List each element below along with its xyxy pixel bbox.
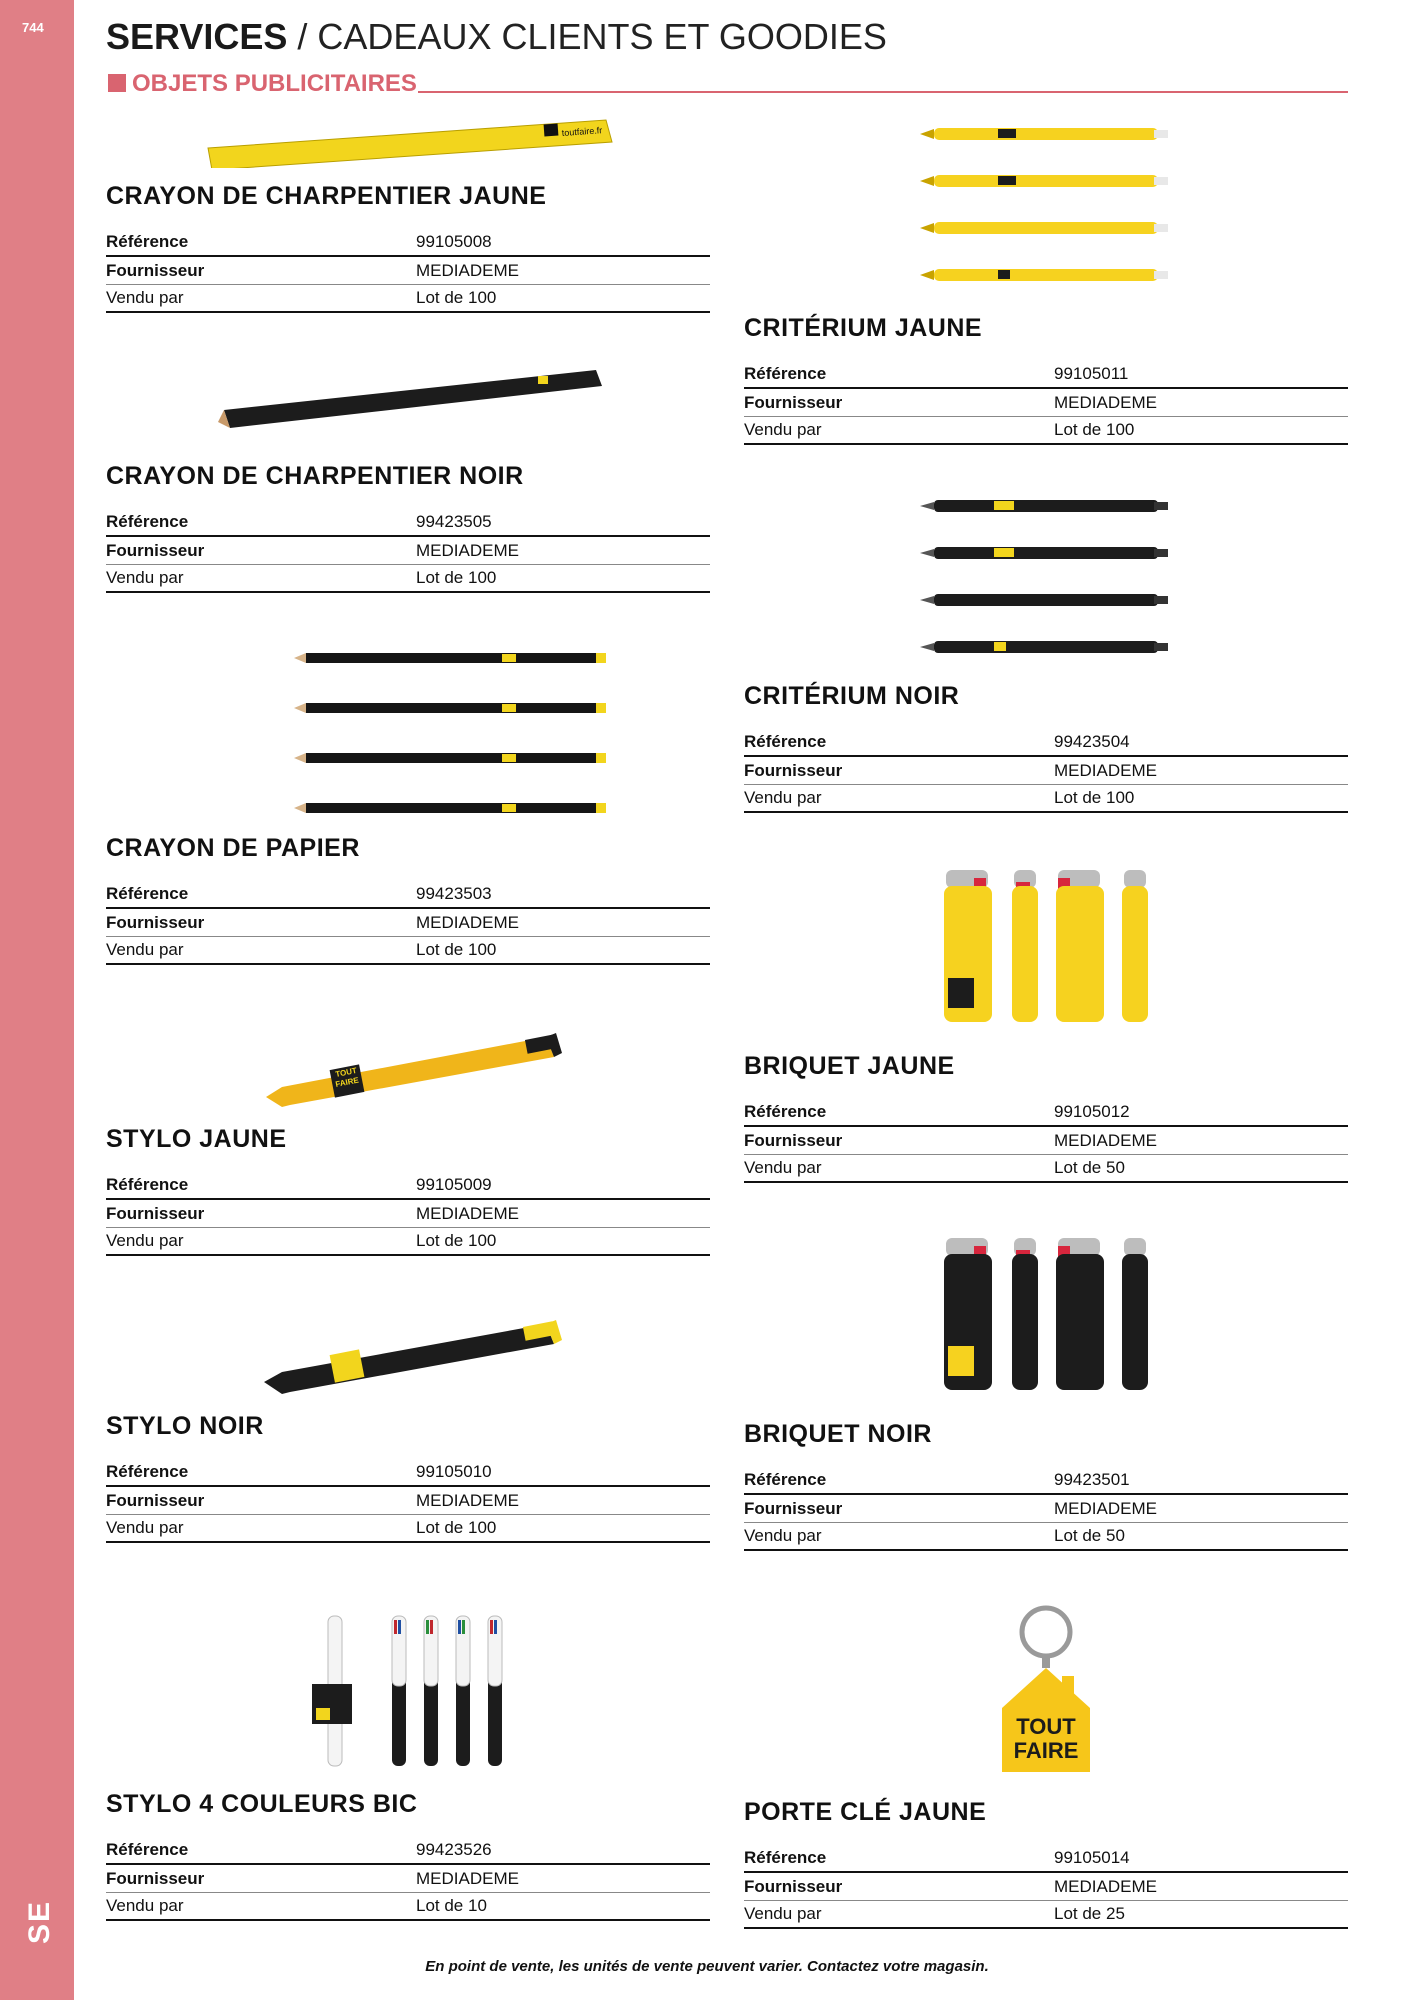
spec-row-supplier <box>106 1865 710 1893</box>
product-card <box>106 1025 710 1256</box>
product-title: CRAYON DE PAPIER <box>106 834 360 862</box>
label-reference: Référence <box>106 1175 189 1194</box>
product-title: STYLO 4 COULEURS BIC <box>106 1790 418 1818</box>
spec-row-supplier <box>744 1873 1348 1901</box>
sidebar-band <box>0 0 74 2000</box>
spec-row-sold-by <box>744 785 1348 813</box>
value-supplier: MEDIADEME <box>416 1204 519 1223</box>
product-card <box>744 1230 1348 1551</box>
value-reference: 99105011 <box>1054 364 1129 383</box>
value-reference: 99423503 <box>416 884 492 903</box>
value-sold-by: Lot de 100 <box>1054 420 1135 439</box>
spec-row-supplier <box>744 389 1348 417</box>
spec-row-supplier <box>106 909 710 937</box>
spec-row-reference <box>106 1172 710 1200</box>
label-sold-by: Vendu par <box>106 1518 184 1537</box>
value-sold-by: Lot de 100 <box>416 288 497 307</box>
value-reference: 99105012 <box>1054 1102 1130 1121</box>
product-image <box>106 360 710 450</box>
keyring-text-tout: TOUT <box>1016 1714 1076 1739</box>
spec-table <box>106 509 710 593</box>
pencil-logo-text: toutfaire.fr <box>561 125 603 138</box>
label-reference: Référence <box>106 232 189 251</box>
spec-row-supplier <box>744 1127 1348 1155</box>
page-title <box>106 16 887 58</box>
spec-row-reference <box>744 1099 1348 1127</box>
spec-row-sold-by <box>744 417 1348 445</box>
spec-row-sold-by <box>744 1901 1348 1929</box>
value-sold-by: Lot de 100 <box>1054 788 1135 807</box>
spec-row-supplier <box>106 537 710 565</box>
label-sold-by: Vendu par <box>106 288 184 307</box>
label-reference: Référence <box>106 512 189 531</box>
label-sold-by: Vendu par <box>744 1526 822 1545</box>
value-sold-by: Lot de 100 <box>416 1518 497 1537</box>
value-supplier: MEDIADEME <box>1054 393 1157 412</box>
spec-row-sold-by <box>744 1523 1348 1551</box>
spec-table <box>106 1459 710 1543</box>
spec-table <box>744 1845 1348 1929</box>
label-supplier: Fournisseur <box>106 541 205 560</box>
label-reference: Référence <box>106 1840 189 1859</box>
page-number: 744 <box>22 20 44 35</box>
product-card <box>744 1600 1348 1929</box>
label-sold-by: Vendu par <box>106 940 184 959</box>
product-image <box>106 1025 710 1113</box>
section-code: SE <box>23 1899 57 1945</box>
spec-row-supplier <box>106 1200 710 1228</box>
logo-text-tout: TOUT <box>334 1065 358 1079</box>
value-supplier: MEDIADEME <box>416 1491 519 1510</box>
product-image <box>744 1230 1348 1402</box>
value-supplier: MEDIADEME <box>1054 1499 1157 1518</box>
footer-note: En point de vente, les unités de vente peuvent varier. Contactez votre magasin. <box>425 1958 989 1975</box>
value-supplier: MEDIADEME <box>416 1869 519 1888</box>
pen-yellow-icon <box>106 1025 710 1113</box>
label-reference: Référence <box>744 1470 827 1489</box>
label-sold-by: Vendu par <box>106 568 184 587</box>
value-reference: 99105008 <box>416 232 492 251</box>
keyring-text-faire: FAIRE <box>1013 1738 1079 1763</box>
product-image <box>744 118 1348 302</box>
spec-row-reference <box>744 361 1348 389</box>
spec-row-sold-by <box>106 565 710 593</box>
label-supplier: Fournisseur <box>744 1499 843 1518</box>
value-sold-by: Lot de 100 <box>416 1231 497 1250</box>
label-sold-by: Vendu par <box>744 788 822 807</box>
value-reference: 99105010 <box>416 1462 492 1481</box>
spec-row-sold-by <box>106 937 710 965</box>
page-title-sub: / CADEAUX CLIENTS ET GOODIES <box>297 16 887 57</box>
spec-table <box>106 1172 710 1256</box>
product-title: STYLO NOIR <box>106 1412 264 1440</box>
carpenter-pencil-black-icon <box>106 360 710 450</box>
label-supplier: Fournisseur <box>744 761 843 780</box>
spec-row-reference <box>106 881 710 909</box>
value-reference: 99105009 <box>416 1175 492 1194</box>
spec-row-reference <box>744 729 1348 757</box>
label-supplier: Fournisseur <box>106 261 205 280</box>
lighter-yellow-icon <box>744 862 1348 1034</box>
product-title: CRITÉRIUM JAUNE <box>744 314 983 342</box>
label-supplier: Fournisseur <box>744 1131 843 1150</box>
spec-row-reference <box>106 229 710 257</box>
value-sold-by: Lot de 25 <box>1054 1904 1125 1923</box>
value-supplier: MEDIADEME <box>1054 1877 1157 1896</box>
label-supplier: Fournisseur <box>106 1204 205 1223</box>
pen-black-icon <box>106 1310 710 1402</box>
label-supplier: Fournisseur <box>744 1877 843 1896</box>
spec-table <box>106 229 710 313</box>
mechanical-pencils-black-icon <box>744 490 1348 670</box>
page-title-main: SERVICES <box>106 16 288 57</box>
value-supplier: MEDIADEME <box>1054 1131 1157 1150</box>
spec-row-reference <box>106 1459 710 1487</box>
value-sold-by: Lot de 100 <box>416 940 497 959</box>
mechanical-pencils-yellow-icon <box>744 118 1348 302</box>
product-image <box>106 1606 710 1776</box>
product-title: PORTE CLÉ JAUNE <box>744 1798 987 1826</box>
label-reference: Référence <box>106 1462 189 1481</box>
value-reference: 99423505 <box>416 512 492 531</box>
label-supplier: Fournisseur <box>106 1869 205 1888</box>
product-image <box>744 862 1348 1034</box>
spec-table <box>106 881 710 965</box>
value-reference: 99423526 <box>416 1840 492 1859</box>
spec-row-sold-by <box>106 1228 710 1256</box>
label-reference: Référence <box>744 1848 827 1867</box>
label-reference: Référence <box>744 1102 827 1121</box>
product-title: CRITÉRIUM NOIR <box>744 682 960 710</box>
product-image <box>744 490 1348 670</box>
product-card <box>106 640 710 965</box>
value-supplier: MEDIADEME <box>416 541 519 560</box>
product-card <box>744 862 1348 1183</box>
product-image <box>106 640 710 822</box>
value-supplier: MEDIADEME <box>416 913 519 932</box>
label-sold-by: Vendu par <box>106 1231 184 1250</box>
label-sold-by: Vendu par <box>744 1904 822 1923</box>
value-reference: 99105014 <box>1054 1848 1130 1867</box>
label-supplier: Fournisseur <box>744 393 843 412</box>
label-reference: Référence <box>106 884 189 903</box>
product-title: CRAYON DE CHARPENTIER JAUNE <box>106 182 547 210</box>
section-heading <box>106 70 1348 98</box>
product-image <box>744 1600 1348 1778</box>
spec-row-reference <box>744 1467 1348 1495</box>
product-card <box>744 118 1348 445</box>
product-card <box>106 1310 710 1543</box>
label-reference: Référence <box>744 364 827 383</box>
spec-row-sold-by <box>106 1893 710 1921</box>
value-sold-by: Lot de 100 <box>416 568 497 587</box>
spec-row-sold-by <box>106 1515 710 1543</box>
product-title: BRIQUET JAUNE <box>744 1052 955 1080</box>
section-marker-icon <box>108 74 126 92</box>
label-sold-by: Vendu par <box>744 1158 822 1177</box>
section-rule <box>418 91 1348 93</box>
value-supplier: MEDIADEME <box>1054 761 1157 780</box>
spec-table <box>106 1837 710 1921</box>
label-reference: Référence <box>744 732 827 751</box>
spec-table <box>744 729 1348 813</box>
spec-row-sold-by <box>106 285 710 313</box>
label-supplier: Fournisseur <box>106 1491 205 1510</box>
value-reference: 99423501 <box>1054 1470 1130 1489</box>
carpenter-pencil-yellow-icon <box>106 110 710 168</box>
lighter-black-icon <box>744 1230 1348 1402</box>
spec-row-sold-by <box>744 1155 1348 1183</box>
product-card <box>744 490 1348 813</box>
product-image <box>106 1310 710 1402</box>
spec-row-reference <box>106 509 710 537</box>
product-card <box>106 360 710 593</box>
spec-row-reference <box>744 1845 1348 1873</box>
spec-row-supplier <box>106 257 710 285</box>
logo-text-faire: FAIRE <box>334 1075 360 1089</box>
value-sold-by: Lot de 10 <box>416 1896 487 1915</box>
product-image <box>106 110 710 168</box>
bic-4-color-pens-icon <box>106 1606 710 1776</box>
product-title: CRAYON DE CHARPENTIER NOIR <box>106 462 524 490</box>
label-supplier: Fournisseur <box>106 913 205 932</box>
value-sold-by: Lot de 50 <box>1054 1526 1125 1545</box>
spec-table <box>744 361 1348 445</box>
value-reference: 99423504 <box>1054 732 1130 751</box>
spec-table <box>744 1099 1348 1183</box>
product-title: BRIQUET NOIR <box>744 1420 932 1448</box>
section-title: OBJETS PUBLICITAIRES <box>132 70 417 97</box>
product-card <box>106 1606 710 1921</box>
spec-row-reference <box>106 1837 710 1865</box>
spec-row-supplier <box>744 757 1348 785</box>
spec-row-supplier <box>744 1495 1348 1523</box>
value-sold-by: Lot de 50 <box>1054 1158 1125 1177</box>
product-title: STYLO JAUNE <box>106 1125 287 1153</box>
label-sold-by: Vendu par <box>744 420 822 439</box>
value-supplier: MEDIADEME <box>416 261 519 280</box>
spec-row-supplier <box>106 1487 710 1515</box>
product-card <box>106 110 710 313</box>
keyring-yellow-icon <box>744 1600 1348 1778</box>
spec-table <box>744 1467 1348 1551</box>
graphite-pencils-icon <box>106 640 710 822</box>
label-sold-by: Vendu par <box>106 1896 184 1915</box>
